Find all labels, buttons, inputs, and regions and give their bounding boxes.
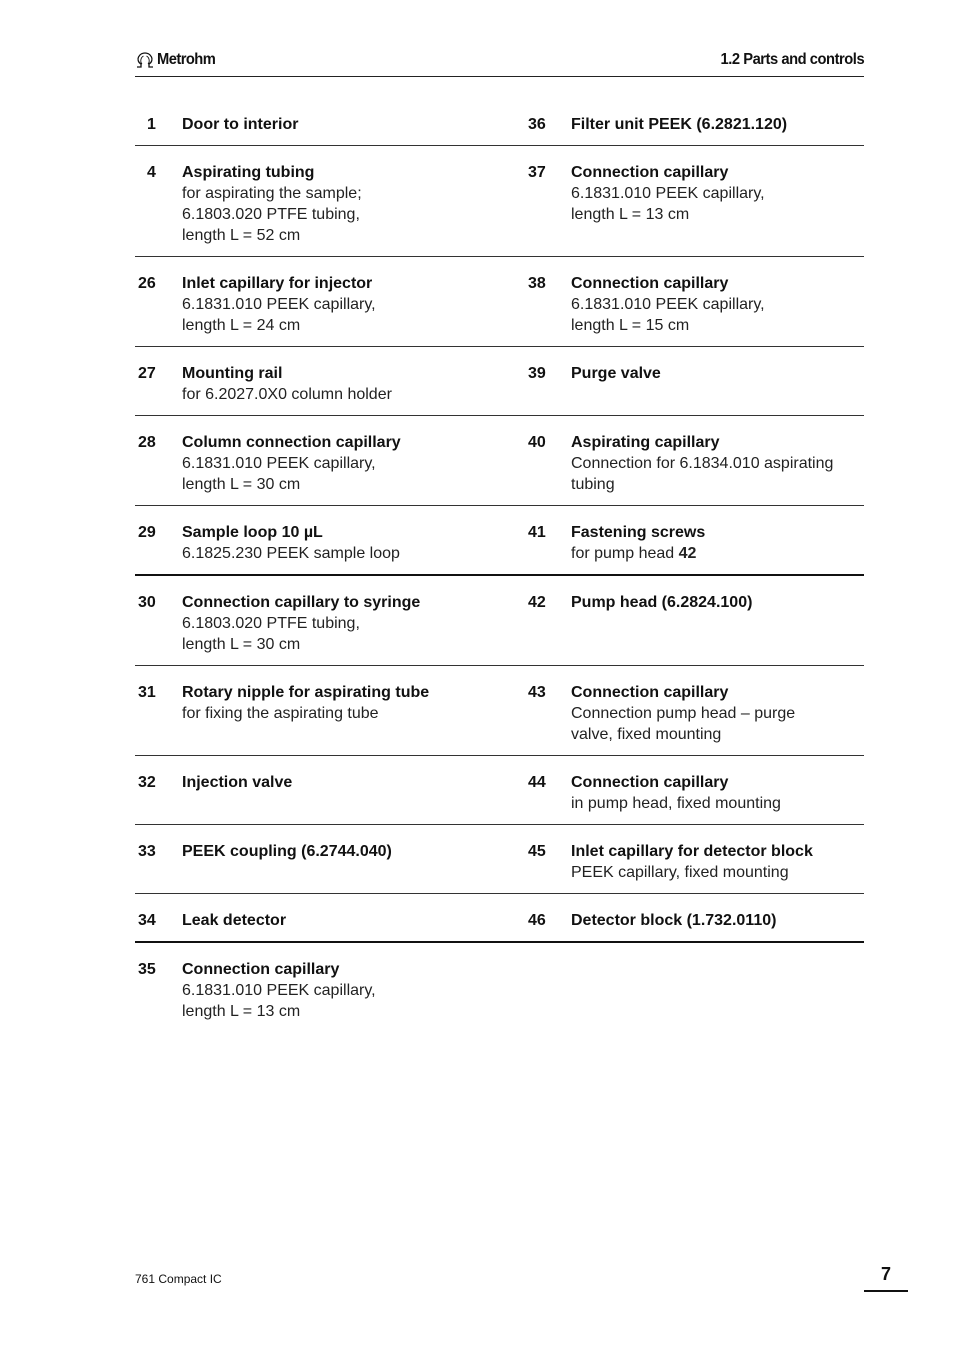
part-entry-right: [525, 825, 864, 893]
part-entry-left: [135, 666, 525, 755]
part-description: [182, 363, 525, 405]
part-description: [182, 910, 525, 931]
part-description: [571, 910, 864, 931]
part-detail-text: 6.1831.010 PEEK capillary,: [571, 296, 765, 313]
part-detail-text: 6.1825.230 PEEK sample loop: [182, 545, 400, 562]
part-description: [182, 959, 525, 1022]
part-description: [182, 432, 525, 495]
section-title: 1.2 Parts and controls: [720, 51, 864, 68]
part-detail-text: for aspirating the sample;: [182, 185, 362, 202]
part-number: 37: [528, 164, 546, 181]
part-detail-line: [571, 793, 864, 814]
parts-list: [135, 98, 864, 1032]
part-title: Filter unit PEEK (6.2821.120): [571, 116, 788, 133]
part-entry-left: [135, 506, 525, 574]
table-row: [135, 576, 864, 666]
part-description: [571, 841, 864, 883]
part-title: Connection capillary to syringe: [182, 594, 421, 611]
part-detail-line: [182, 634, 525, 655]
part-detail-text: tubing: [571, 476, 615, 493]
part-description: [571, 592, 864, 655]
table-row: [135, 146, 864, 257]
part-description: [571, 363, 864, 405]
part-detail-line: [571, 543, 864, 564]
part-detail-line: [571, 862, 864, 883]
part-detail-line: [571, 183, 864, 204]
part-entry-left: [135, 146, 525, 256]
part-description: [182, 522, 525, 564]
part-detail-line: [571, 204, 864, 225]
part-number: 28: [138, 434, 156, 451]
part-description: [571, 432, 864, 495]
part-description: [182, 162, 525, 246]
part-title: PEEK coupling (6.2744.040): [182, 843, 392, 860]
part-detail-line: [182, 1001, 525, 1022]
part-detail-text: length L = 52 cm: [182, 227, 301, 244]
part-number: 42: [528, 594, 546, 611]
part-detail-text: 6.1803.020 PTFE tubing,: [182, 206, 360, 223]
part-detail-text: Connection for 6.1834.010 aspirating: [571, 455, 834, 472]
part-title: Rotary nipple for aspirating tube: [182, 684, 430, 701]
part-detail-line: [182, 980, 525, 1001]
part-description: [182, 273, 525, 336]
part-description: [571, 682, 864, 745]
part-description: [571, 162, 864, 246]
page-number: 7: [864, 1264, 908, 1292]
part-detail-line: [182, 315, 525, 336]
part-entry-right: [525, 506, 864, 574]
part-title: Connection capillary: [571, 774, 729, 791]
part-number: 39: [528, 365, 546, 382]
part-number: 26: [138, 275, 156, 292]
part-detail-text: length L = 30 cm: [182, 636, 301, 653]
part-description: [182, 682, 525, 745]
table-row: [135, 416, 864, 506]
part-number: 29: [138, 524, 156, 541]
part-detail-line: [182, 453, 525, 474]
part-number: 33: [138, 843, 156, 860]
part-detail-text: Connection pump head – purge: [571, 705, 796, 722]
part-detail-line: [571, 703, 864, 724]
part-title: Mounting rail: [182, 365, 283, 382]
table-row: [135, 257, 864, 347]
part-detail-text: in pump head, fixed mounting: [571, 795, 781, 812]
part-detail-text: for fixing the aspirating tube: [182, 705, 379, 722]
part-entry-right: [525, 98, 864, 145]
part-number: 27: [138, 365, 156, 382]
part-title: Aspirating tubing: [182, 164, 315, 181]
part-entry-left: [135, 98, 525, 145]
table-row: [135, 756, 864, 825]
part-detail-text: 6.1831.010 PEEK capillary,: [182, 296, 376, 313]
part-entry-left: [135, 825, 525, 893]
part-title: Inlet capillary for injector: [182, 275, 373, 292]
part-entry-right: [525, 894, 864, 941]
part-number: 43: [528, 684, 546, 701]
part-detail-line: [571, 294, 864, 315]
part-number: 45: [528, 843, 546, 860]
table-row: [135, 347, 864, 416]
part-detail-line: [182, 204, 525, 225]
part-description: [182, 772, 525, 814]
part-title: Connection capillary: [571, 684, 729, 701]
part-title: Sample loop 10 µL: [182, 524, 323, 541]
part-entry-left: [135, 576, 525, 665]
part-detail-text: 6.1831.010 PEEK capillary,: [182, 455, 376, 472]
part-title: Purge valve: [571, 365, 661, 382]
part-detail-line: [182, 384, 525, 405]
part-entry-right: [525, 943, 864, 1032]
part-title: Column connection capillary: [182, 434, 401, 451]
table-row: [135, 98, 864, 146]
part-detail-line: [182, 543, 525, 564]
part-entry-right: [525, 576, 864, 665]
part-description: [571, 114, 864, 135]
part-title: Connection capillary: [182, 961, 340, 978]
metrohm-omega-icon: [135, 51, 155, 69]
part-detail-line: [182, 183, 525, 204]
part-description: [571, 273, 864, 336]
table-row: [135, 666, 864, 756]
part-detail-text: 6.1803.020 PTFE tubing,: [182, 615, 360, 632]
part-detail-text: for 6.2027.0X0 column holder: [182, 386, 392, 403]
part-title: Leak detector: [182, 912, 287, 929]
part-entry-right: [525, 666, 864, 755]
part-entry-left: [135, 416, 525, 505]
brand-logo: [135, 51, 220, 69]
part-number: 31: [138, 684, 156, 701]
part-title: Door to interior: [182, 116, 299, 133]
part-entry-right: [525, 146, 864, 256]
part-description: [182, 114, 525, 135]
page-header: [135, 48, 864, 77]
part-detail-line: [571, 315, 864, 336]
part-number: 1: [147, 116, 156, 133]
part-number: 35: [138, 961, 156, 978]
part-number: 34: [138, 912, 156, 929]
footer-product: 761 Compact IC: [135, 1272, 222, 1286]
table-row: [135, 894, 864, 943]
part-detail-line: [571, 474, 864, 495]
part-description: [182, 841, 525, 883]
part-title: Inlet capillary for detector block: [571, 843, 813, 860]
part-description: [182, 592, 525, 655]
part-number: 41: [528, 524, 546, 541]
part-entry-right: [525, 257, 864, 346]
part-detail-line: [182, 294, 525, 315]
part-entry-left: [135, 756, 525, 824]
part-entry-left: [135, 894, 525, 941]
part-detail-text: 6.1831.010 PEEK capillary,: [571, 185, 765, 202]
part-number: 40: [528, 434, 546, 451]
part-entry-left: [135, 347, 525, 415]
part-number: 46: [528, 912, 546, 929]
part-detail-line: [182, 613, 525, 634]
part-entry-right: [525, 347, 864, 415]
part-title: Injection valve: [182, 774, 293, 791]
part-entry-left: [135, 943, 525, 1032]
part-detail-text: PEEK capillary, fixed mounting: [571, 864, 789, 881]
table-row: [135, 825, 864, 894]
part-reference: 42: [678, 545, 697, 562]
table-row: [135, 943, 864, 1032]
part-detail-line: [571, 724, 864, 745]
part-detail-text: for pump head: [571, 545, 675, 562]
table-row: [135, 506, 864, 576]
part-detail-text: length L = 13 cm: [571, 206, 690, 223]
part-detail-text: length L = 15 cm: [571, 317, 690, 334]
part-number: 32: [138, 774, 156, 791]
part-detail-line: [182, 703, 525, 724]
part-detail-text: length L = 24 cm: [182, 317, 301, 334]
part-detail-text: length L = 13 cm: [182, 1003, 301, 1020]
part-title: Pump head (6.2824.100): [571, 594, 753, 611]
part-title: Aspirating capillary: [571, 434, 720, 451]
part-number: 30: [138, 594, 156, 611]
part-number: 38: [528, 275, 546, 292]
part-detail-text: valve, fixed mounting: [571, 726, 722, 743]
part-entry-right: [525, 756, 864, 824]
part-description: [571, 772, 864, 814]
part-detail-text: length L = 30 cm: [182, 476, 301, 493]
part-description: [571, 522, 864, 564]
part-entry-right: [525, 416, 864, 505]
part-number: 36: [528, 116, 546, 133]
part-entry-left: [135, 257, 525, 346]
part-detail-line: [571, 453, 864, 474]
part-title: Connection capillary: [571, 164, 729, 181]
brand-name: Metrohm: [157, 51, 216, 68]
part-detail-line: [182, 225, 525, 246]
part-title: Connection capillary: [571, 275, 729, 292]
part-number: 44: [528, 774, 546, 791]
part-detail-text: 6.1831.010 PEEK capillary,: [182, 982, 376, 999]
part-title: Detector block (1.732.0110): [571, 912, 777, 929]
part-title: Fastening screws: [571, 524, 706, 541]
part-detail-line: [182, 474, 525, 495]
part-number: 4: [147, 164, 156, 181]
